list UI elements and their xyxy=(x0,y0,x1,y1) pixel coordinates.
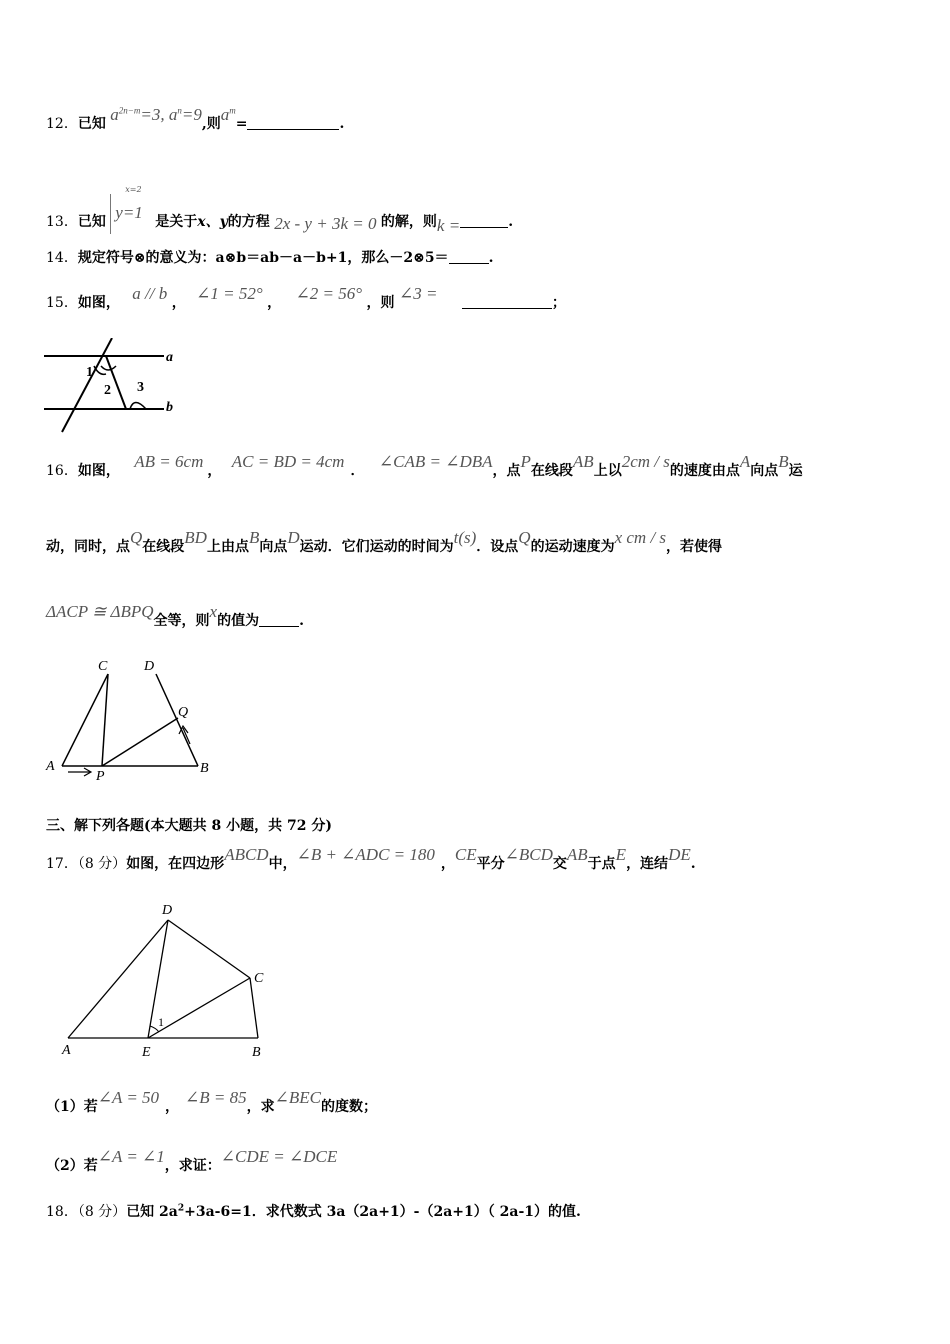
question-13: 13．已知 x=2 y=1 是关于x、y的方程 2x - y + 3k = 0 的解，则k = . xyxy=(46,185,514,235)
label-B: B xyxy=(252,1045,261,1060)
q16-figure xyxy=(44,652,214,782)
equation-system: x=2 y=1 xyxy=(115,185,143,222)
label-1: 1 xyxy=(158,1015,164,1029)
segment-AD xyxy=(68,920,168,1038)
question-17-part-1: （1）若∠A = 50 ， ∠B = 85，求∠BEC的度数； xyxy=(46,1088,378,1115)
answer-blank[interactable] xyxy=(247,129,339,130)
label-B: B xyxy=(200,761,209,776)
segment-EC xyxy=(148,978,250,1038)
q12-expr-1: $a^{2n-m}=3$, $a^n=9$ xyxy=(110,105,202,124)
label-D: D xyxy=(144,659,155,674)
q15-figure xyxy=(44,338,194,434)
equation-system-brace xyxy=(110,194,111,234)
segment-AC xyxy=(62,674,108,766)
label-3: 3 xyxy=(137,380,144,395)
segment-PQ xyxy=(102,718,178,766)
question-17: 17．（8 分）如图，在四边形ABCD中，∠B + ∠ADC = 180 ，CE平分∠BCD交AB于点E，连结DE. xyxy=(46,845,696,872)
segment-DC xyxy=(168,920,250,978)
answer-blank[interactable] xyxy=(259,626,299,627)
label-b: b xyxy=(166,400,173,415)
answer-blank[interactable] xyxy=(460,227,508,228)
label-a: a xyxy=(166,350,173,365)
answer-blank[interactable] xyxy=(449,263,489,264)
question-16: 16．如图， AB = 6cm ， AC = BD = 4cm ． ∠CAB = ∠DBA，点P在线段AB上以2cm / s的速度由点A向点B运 xyxy=(46,452,803,479)
question-17-part-2: （2）若∠A = ∠1，求证：∠CDE = ∠DCE xyxy=(46,1147,338,1174)
label-E: E xyxy=(142,1045,151,1060)
label-A: A xyxy=(62,1043,71,1058)
label-A: A xyxy=(46,759,55,774)
question-16-line-2: 动，同时，点Q在线段BD上由点B向点D运动．它们运动的时间为t(s)．设点Q的运动速度为x cm / s，若使得 xyxy=(46,528,723,555)
question-14: 14．规定符号⊗的意义为：a⊗b＝ab－a－b+1，那么－2⊗5＝ . xyxy=(46,250,494,266)
section-3-heading: 三、解下列各题(本大题共 8 小题，共 72 分) xyxy=(46,818,332,834)
segment-CP xyxy=(102,674,108,766)
question-18: 18．（8 分）已知 $2a^2+3a-6=1$．求代数式 3a（2a+1）-（2a+1）（ 2a-1）的值. xyxy=(46,1203,581,1220)
label-P: P xyxy=(96,769,105,782)
label-C: C xyxy=(98,659,108,674)
answer-blank[interactable] xyxy=(462,308,552,309)
segment-DB xyxy=(156,674,198,766)
question-15: 15．如图， a // b ， ∠1 = 52° ， ∠2 = 56° ，则 ∠3 = ； xyxy=(46,284,566,311)
label-D: D xyxy=(162,903,173,918)
question-16-line-3: ΔACP ≅ ΔBPQ全等，则x的值为 . xyxy=(46,602,304,629)
label-1: 1 xyxy=(86,365,93,380)
q17-figure xyxy=(58,900,278,1065)
question-12: 12．已知 $a^{2n-m}=3$, $a^n=9$,则$a^m=$ . xyxy=(46,105,345,132)
label-C: C xyxy=(254,971,264,986)
angle-2-arc xyxy=(101,366,116,370)
label-Q: Q xyxy=(178,705,189,720)
label-2: 2 xyxy=(104,383,111,398)
segment-CB xyxy=(250,978,258,1038)
